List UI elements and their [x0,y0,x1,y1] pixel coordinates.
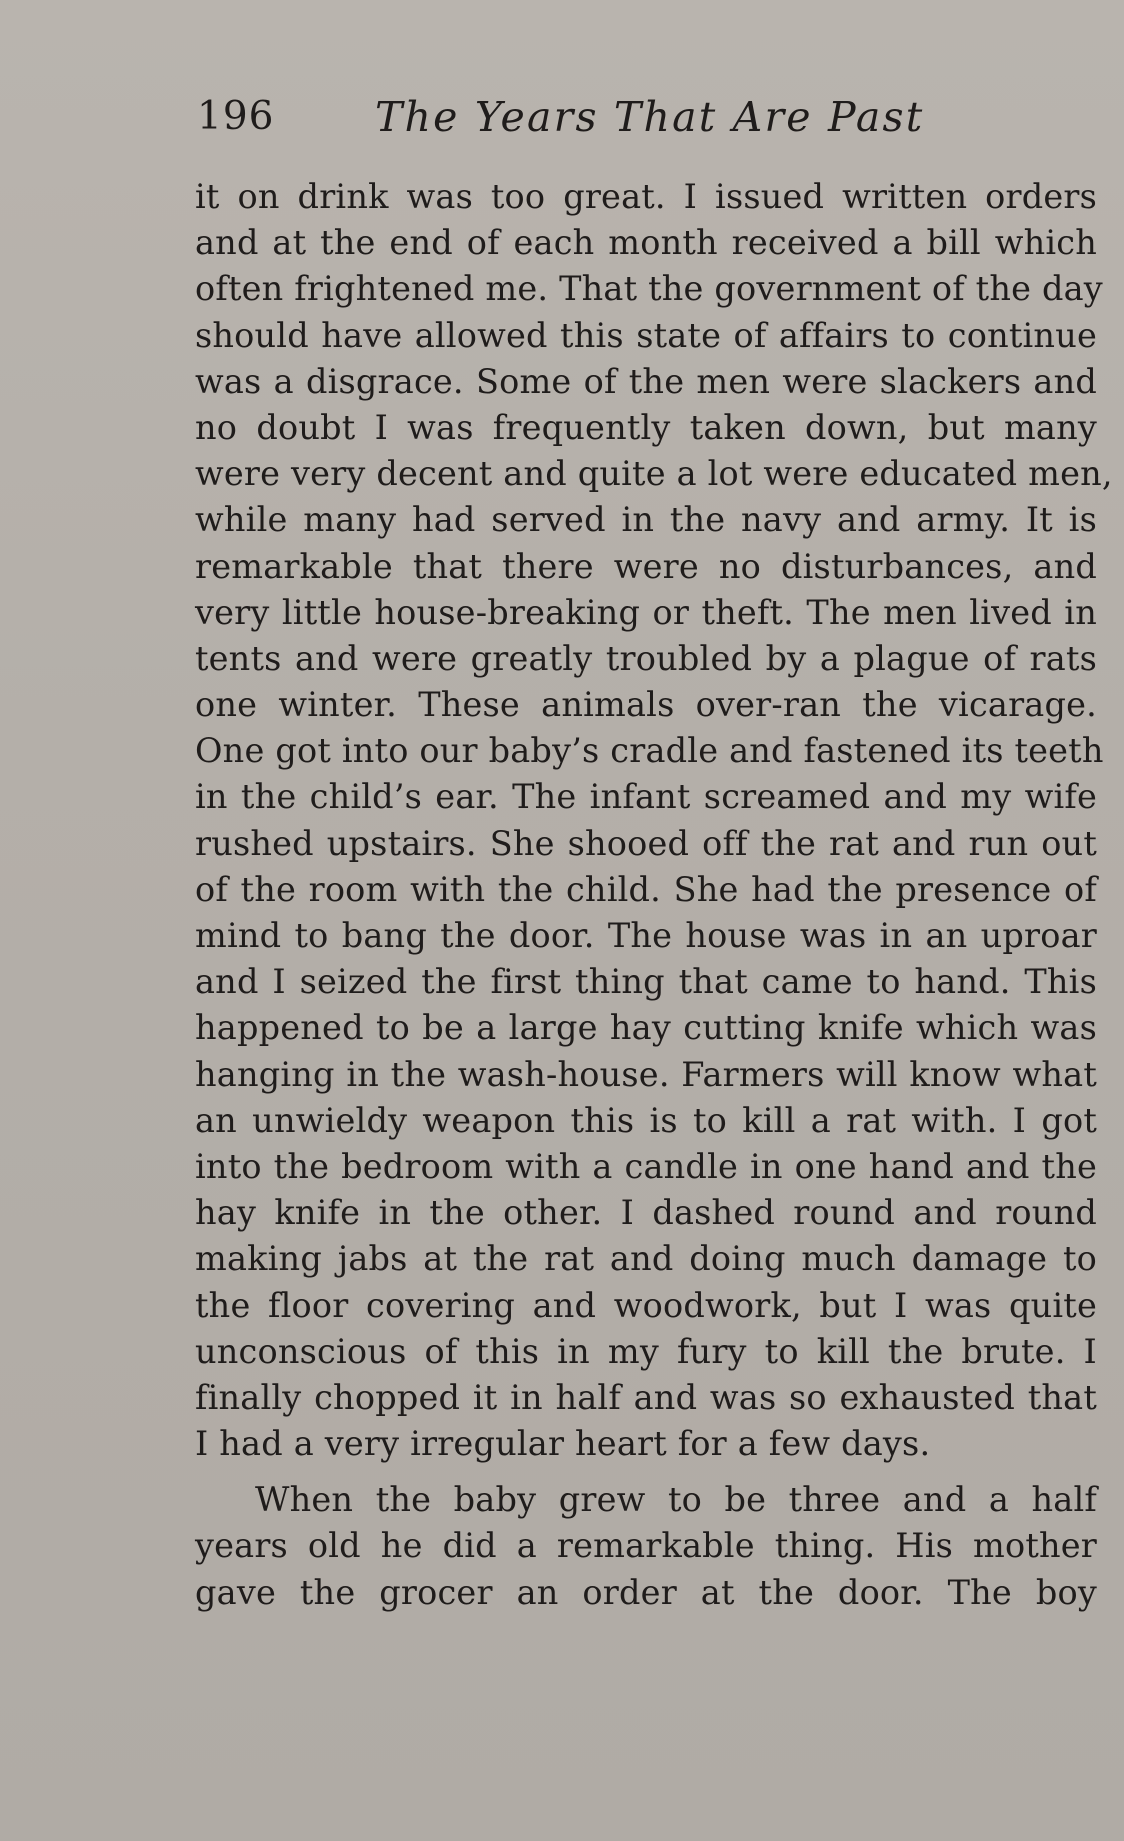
text-line: gave the grocer an order at the door. The boy [195,1572,1097,1612]
text-line: finally chopped it in half and was so exhausted that [195,1377,1097,1417]
page-number: 196 [197,94,275,139]
text-line: while many had served in the navy and army. It is [195,500,1097,540]
body-text [195,174,1113,1616]
text-line: one winter. These animals over-ran the vicarage. [195,685,1097,725]
paragraph [195,1477,1097,1616]
text-line: it on drink was too great. I issued written orders [195,177,1097,216]
text-line: One got into our baby’s cradle and fastened its teeth [195,731,1104,771]
text-line: were very decent and quite a lot were educated men, [195,454,1113,494]
text-line: should have allowed this state of affairs to continue [195,315,1097,355]
text-line: into the bedroom with a candle in one hand and the [195,1146,1097,1186]
text-line: tents and were greatly troubled by a plague of rats [195,638,1097,678]
page-header [197,92,1097,142]
paragraph-gap [195,1467,1097,1477]
text-line: no doubt I was frequently taken down, but many [195,407,1097,447]
text-line: in the child’s ear. The infant screamed and my wife [195,777,1097,817]
text-line: and I seized the first thing that came to hand. This [195,962,1097,1002]
text-line: of the room with the child. She had the presence of [195,869,1097,909]
text-line: very little house-breaking or theft. The men lived in [195,592,1097,632]
text-line: making jabs at the rat and doing much damage to [195,1239,1097,1279]
running-title: The Years That Are Past [375,93,925,141]
text-line: rushed upstairs. She shooed off the rat and run out [195,823,1097,863]
text-line: mind to bang the door. The house was in an uproar [195,916,1097,955]
text-line: the floor covering and woodwork, but I was quite [195,1285,1097,1325]
text-line: happened to be a large hay cutting knife which was [195,1008,1097,1048]
text-line: When the baby grew to be three and a half [255,1480,1097,1520]
text-line: was a disgrace. Some of the men were slackers and [195,361,1097,401]
text-line: hay knife in the other. I dashed round and round [195,1193,1097,1233]
text-line: I had a very irregular heart for a few days. [195,1424,931,1464]
text-line: remarkable that there were no disturbances, and [195,546,1097,586]
text-line: hanging in the wash-house. Farmers will know what [195,1054,1097,1094]
text-line: and at the end of each month received a bill which [195,223,1097,263]
text-line: unconscious of this in my fury to kill the brute. I [195,1331,1097,1371]
paragraph [195,174,1113,1467]
text-line: often frightened me. That the government of the day [195,269,1103,309]
text-line: years old he did a remarkable thing. His mother [195,1526,1097,1566]
text-line: an unwieldy weapon this is to kill a rat with. I got [195,1100,1097,1140]
